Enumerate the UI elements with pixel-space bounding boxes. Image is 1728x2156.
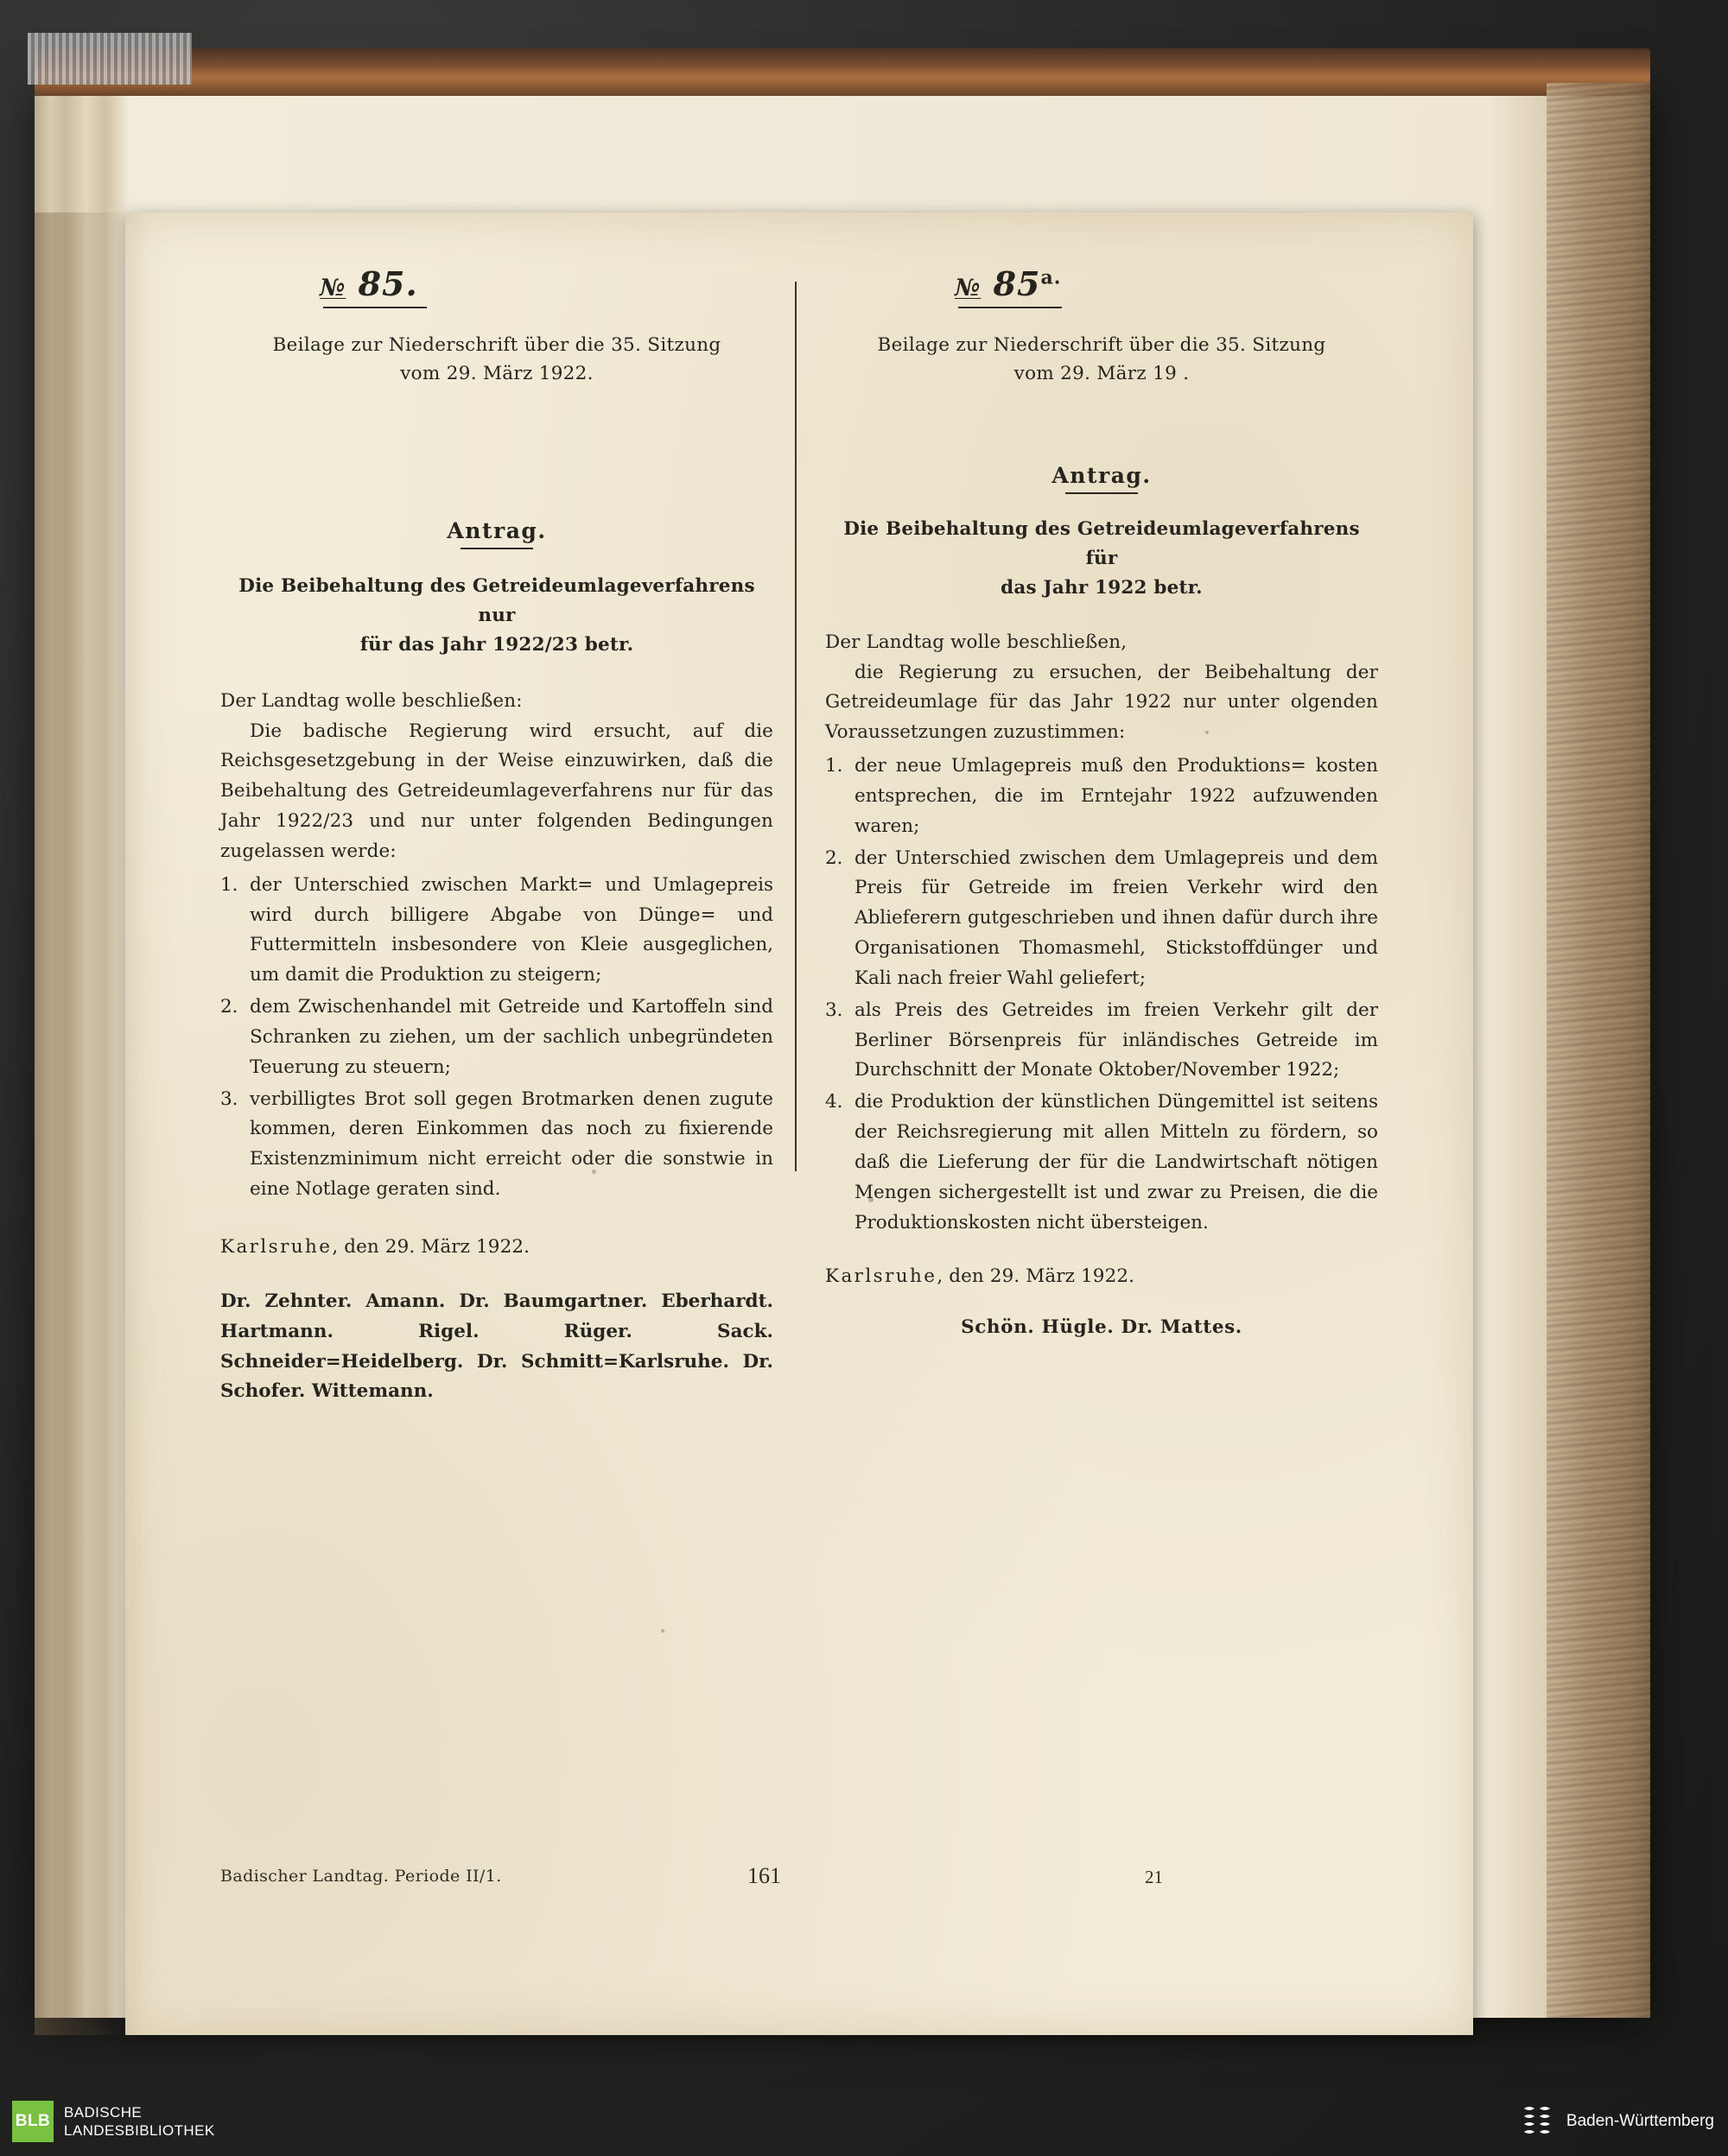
list-item-text: verbilligtes Brot soll gegen Brotmarken denen zugute kommen, deren Einkommen das noch zu fixierende Existenzminimum nicht erreicht oder die sonstwie in eine Notlage geraten sind. xyxy=(250,1088,773,1201)
list-item-text: als Preis des Getreides im freien Verkehr gilt der Berliner Börsenpreis für inländisches Getreide im Durchschnitt der Monate Oktober/November 1922; xyxy=(854,999,1378,1081)
left-subheading xyxy=(220,331,773,389)
right-column xyxy=(825,264,1378,1343)
right-conditions-list xyxy=(825,751,1378,1238)
right-subject-line2: das Jahr 1922 betr. xyxy=(1001,577,1203,599)
list-item-marker: 2. xyxy=(825,847,843,869)
list-item xyxy=(220,1085,773,1205)
page-number: 161 xyxy=(747,1863,781,1888)
list-item xyxy=(825,1088,1378,1238)
left-subject xyxy=(220,572,773,661)
right-spacer xyxy=(825,389,1378,463)
right-subject-line1: Die Beibehaltung des Getreideumlageverfahrens für xyxy=(843,517,1360,570)
left-place-city: Karlsruhe xyxy=(220,1235,333,1258)
left-subject-line1: Die Beibehaltung des Getreideumlageverfahrens nur xyxy=(238,574,755,627)
gutter-shadow xyxy=(35,212,147,2035)
right-place-date xyxy=(825,1265,1378,1287)
list-item-text: dem Zwischenhandel mit Getreide und Kartoffeln sind Schranken zu ziehen, um der sachlich unbegründeten Teuerung zu steuern; xyxy=(250,996,773,1078)
right-intro: Der Landtag wolle beschließen, xyxy=(825,631,1128,653)
list-item-marker: 3. xyxy=(220,1088,238,1110)
left-body: Die badische Regierung wird ersucht, auf die Reichsgesetzgebung in der Weise einzuwirken, daß die Beibehaltung des Getreideumlageverfahrens nur für das Jahr 1922/23 und nur unter folgenden Bedingungen zugelassen werde: xyxy=(220,720,773,862)
footer-imprint: Badischer Landtag. Periode II/1. xyxy=(220,1867,502,1886)
column-divider-rule xyxy=(795,282,797,1171)
list-item-marker: 1. xyxy=(825,755,843,777)
left-subheading-line1: Beilage zur Niederschrift über die 35. Sitzung xyxy=(272,334,721,356)
list-item-text: die Produktion der künstlichen Düngemittel ist seitens der Reichsregierung mit allen Mitteln zu fördern, so daß die Lieferung der für die Landwirtschaft nötigen Mengen sichergestellt ist und zwar zu Preisen, die die Produktionskosten nicht übersteigen. xyxy=(854,1091,1378,1233)
spine-headband xyxy=(28,33,192,85)
right-number-value: 85 xyxy=(993,264,1041,303)
blb-logo xyxy=(12,2101,215,2142)
baden-wuerttemberg-label: Baden-Württemberg xyxy=(1566,2112,1714,2130)
list-item-marker: 1. xyxy=(220,873,238,896)
book-spine xyxy=(35,48,1650,96)
left-spacer xyxy=(220,389,773,518)
right-place-city: Karlsruhe xyxy=(825,1265,937,1288)
sheet-number: 21 xyxy=(1145,1867,1163,1887)
right-number-suffix: a. xyxy=(1040,266,1062,289)
marbled-fore-edge xyxy=(1547,83,1650,2018)
left-number-heading xyxy=(320,264,773,303)
left-conditions-list xyxy=(220,871,773,1205)
list-item xyxy=(825,996,1378,1086)
right-number-heading xyxy=(955,264,1378,303)
right-heading-rule xyxy=(958,307,1062,308)
left-place-date-text: , den 29. März 1922. xyxy=(332,1235,530,1258)
right-body: die Regierung zu ersuchen, der Beibehaltung der Getreideumlage für das Jahr 1922 nur unter olgenden Voraussetzungen zuzustimmen: xyxy=(825,661,1378,744)
list-item-marker: 2. xyxy=(220,996,238,1018)
crest-icon xyxy=(1520,2102,1556,2140)
right-number-prefix: № xyxy=(955,275,982,301)
left-heading-rule xyxy=(323,307,427,308)
left-subheading-line2: vom 29. März 1922. xyxy=(400,363,594,385)
baden-wuerttemberg-logo xyxy=(1520,2102,1714,2140)
blb-logo-text xyxy=(64,2103,215,2140)
right-title: Antrag. xyxy=(1051,462,1152,488)
list-item-text: der neue Umlagepreis muß den Produktions= kosten entsprechen, die im Erntejahr 1922 aufzuwenden waren; xyxy=(854,755,1378,837)
scanned-page xyxy=(125,212,1473,2035)
right-title-rule xyxy=(1065,492,1138,494)
left-number-value: 85. xyxy=(358,264,418,303)
list-item xyxy=(825,844,1378,994)
left-signers: Dr. Zehnter. Amann. Dr. Baumgartner. Eberhardt. Hartmann. Rigel. Rüger. Sack. Schneider=Heidelberg. Dr. Schmitt=Karlsruhe. Dr. Schofer. Wittemann. xyxy=(220,1290,773,1403)
right-subject xyxy=(825,515,1378,604)
right-place-date-text: , den 29. März 1922. xyxy=(937,1265,1135,1288)
list-item xyxy=(220,992,773,1082)
book-block xyxy=(35,83,1650,2018)
list-item-text: der Unterschied zwischen dem Umlagepreis und dem Preis für Getreide im freien Verkehr wird den Ablieferern gutgeschrieben und ihnen dafür durch ihre Organisationen Thomasmehl, Stickstoffdünger und Kali nach freier Wahl geliefert; xyxy=(854,847,1378,989)
right-subheading-line2: vom 29. März 19 . xyxy=(1013,363,1190,385)
left-title: Antrag. xyxy=(447,517,547,543)
list-item-marker: 3. xyxy=(825,999,843,1021)
list-item xyxy=(825,751,1378,841)
list-item xyxy=(220,871,773,991)
left-place-date xyxy=(220,1236,773,1258)
right-subheading xyxy=(825,331,1378,389)
list-item-marker: 4. xyxy=(825,1091,843,1113)
left-subject-line2: für das Jahr 1922/23 betr. xyxy=(359,634,634,656)
left-number-heading-block xyxy=(320,264,773,308)
right-number-heading-block xyxy=(955,264,1378,308)
left-title-rule xyxy=(461,548,533,549)
left-number-prefix: № xyxy=(320,275,346,301)
paper-speck xyxy=(661,1629,664,1633)
left-column xyxy=(220,264,773,1407)
right-signers: Schön. Hügle. Dr. Mattes. xyxy=(961,1316,1242,1339)
right-subheading-line1: Beilage zur Niederschrift über die 35. Sitzung xyxy=(877,334,1326,356)
list-item-text: der Unterschied zwischen Markt= und Umlagepreis wird durch billigere Abgabe von Dünge= und Futtermitteln insbesondere von Kleie ausgeglichen, um damit die Produktion zu steigern; xyxy=(250,873,773,986)
blb-logo-line2: LANDESBIBLIOTHEK xyxy=(64,2122,215,2139)
left-intro: Der Landtag wolle beschließen: xyxy=(220,689,523,712)
blb-logo-line1: BADISCHE xyxy=(64,2103,143,2121)
blb-badge: BLB xyxy=(12,2101,54,2142)
